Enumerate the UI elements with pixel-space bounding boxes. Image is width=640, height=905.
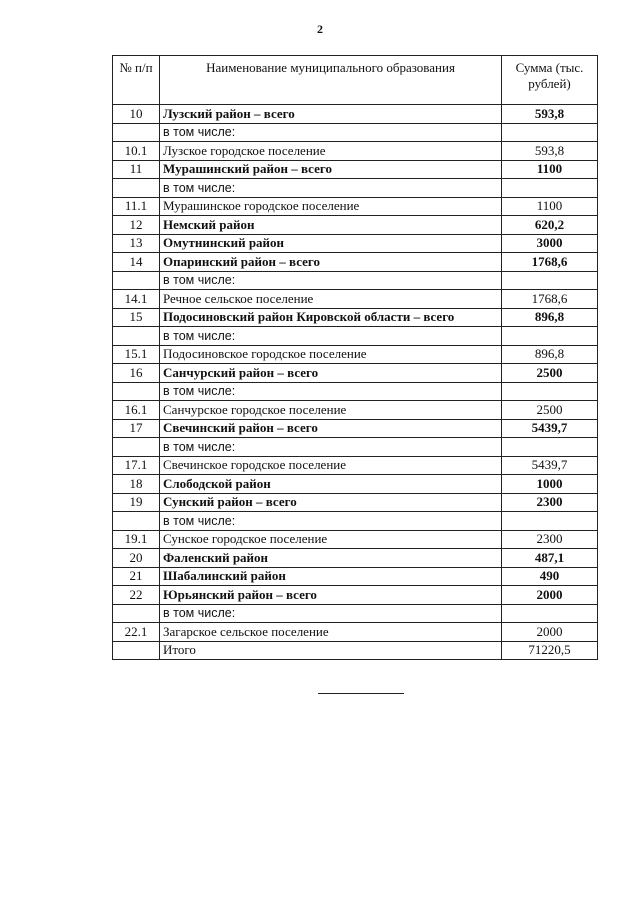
row-number: 15 [113, 308, 160, 327]
row-sum: 593,8 [502, 105, 598, 124]
row-sum: 896,8 [502, 345, 598, 364]
page-number: 2 [317, 22, 323, 36]
row-number: 15.1 [113, 345, 160, 364]
row-sum: 2500 [502, 401, 598, 420]
row-name: Свечинское городское поселение [160, 456, 502, 475]
table-row [113, 105, 598, 124]
row-number: 14.1 [113, 290, 160, 309]
table-row [113, 364, 598, 383]
table-row [113, 327, 598, 346]
row-number [113, 179, 160, 198]
table-row [113, 438, 598, 457]
row-sum: 1100 [502, 197, 598, 216]
row-sum: 1000 [502, 475, 598, 494]
row-name: Речное сельское поселение [160, 290, 502, 309]
row-sum: 490 [502, 567, 598, 586]
row-name: в том числе: [160, 179, 502, 198]
row-sum: 5439,7 [502, 419, 598, 438]
row-sum [502, 382, 598, 401]
row-number: 11.1 [113, 197, 160, 216]
row-number: 12 [113, 216, 160, 235]
row-name: в том числе: [160, 271, 502, 290]
row-name: Санчурский район – всего [160, 364, 502, 383]
row-number [113, 438, 160, 457]
table-header [113, 56, 598, 105]
row-name: Шабалинский район [160, 567, 502, 586]
table-row [113, 567, 598, 586]
row-sum [502, 179, 598, 198]
header-sum: Сумма (тыс. рублей) [502, 56, 598, 105]
table-row [113, 641, 598, 660]
row-sum: 2300 [502, 493, 598, 512]
row-sum: 593,8 [502, 142, 598, 161]
row-number: 18 [113, 475, 160, 494]
row-number [113, 382, 160, 401]
table-body [113, 105, 598, 660]
row-sum: 2000 [502, 586, 598, 605]
row-sum: 5439,7 [502, 456, 598, 475]
table-row [113, 419, 598, 438]
row-name: Подосиновское городское поселение [160, 345, 502, 364]
table-row [113, 179, 598, 198]
row-name: в том числе: [160, 327, 502, 346]
table-row [113, 253, 598, 272]
row-sum: 1100 [502, 160, 598, 179]
row-name: в том числе: [160, 123, 502, 142]
row-number: 17 [113, 419, 160, 438]
row-name: в том числе: [160, 382, 502, 401]
row-number [113, 271, 160, 290]
table-row [113, 308, 598, 327]
row-number: 11 [113, 160, 160, 179]
row-name: в том числе: [160, 604, 502, 623]
row-name: Сунское городское поселение [160, 530, 502, 549]
table-row [113, 512, 598, 531]
row-name: Фаленский район [160, 549, 502, 568]
row-number: 16 [113, 364, 160, 383]
row-sum: 2500 [502, 364, 598, 383]
row-number [113, 641, 160, 660]
header-row [113, 56, 598, 105]
row-number [113, 604, 160, 623]
row-name: Загарское сельское поселение [160, 623, 502, 642]
row-name: Опаринский район – всего [160, 253, 502, 272]
row-name: Мурашинское городское поселение [160, 197, 502, 216]
table-row [113, 123, 598, 142]
footer-divider [318, 693, 404, 694]
table-row [113, 290, 598, 309]
row-number: 17.1 [113, 456, 160, 475]
row-sum [502, 512, 598, 531]
row-number: 20 [113, 549, 160, 568]
row-number: 10.1 [113, 142, 160, 161]
row-name: Итого [160, 641, 502, 660]
row-sum: 3000 [502, 234, 598, 253]
row-number: 19.1 [113, 530, 160, 549]
row-name: Подосиновский район Кировской области – всего [160, 308, 502, 327]
row-sum: 896,8 [502, 308, 598, 327]
table-row [113, 586, 598, 605]
table-row [113, 604, 598, 623]
row-name: Санчурское городское поселение [160, 401, 502, 420]
row-number [113, 512, 160, 531]
row-sum [502, 271, 598, 290]
row-name: Слободской район [160, 475, 502, 494]
row-number: 16.1 [113, 401, 160, 420]
row-number: 19 [113, 493, 160, 512]
row-name: Юрьянский район – всего [160, 586, 502, 605]
row-sum: 487,1 [502, 549, 598, 568]
row-number [113, 123, 160, 142]
allocation-table [112, 55, 598, 660]
row-number [113, 327, 160, 346]
row-sum: 1768,6 [502, 253, 598, 272]
table-row [113, 234, 598, 253]
row-name: в том числе: [160, 438, 502, 457]
table-row [113, 623, 598, 642]
header-name: Наименование муниципального образования [160, 56, 502, 105]
row-sum: 71220,5 [502, 641, 598, 660]
table-row [113, 160, 598, 179]
table-row [113, 271, 598, 290]
row-sum [502, 604, 598, 623]
row-sum: 620,2 [502, 216, 598, 235]
row-sum [502, 123, 598, 142]
table-row [113, 549, 598, 568]
table-row [113, 475, 598, 494]
table-row [113, 216, 598, 235]
table-row [113, 456, 598, 475]
row-name: Омутнинский район [160, 234, 502, 253]
row-sum [502, 438, 598, 457]
row-number: 22 [113, 586, 160, 605]
row-name: Свечинский район – всего [160, 419, 502, 438]
header-number: № п/п [113, 56, 160, 105]
row-sum: 1768,6 [502, 290, 598, 309]
row-name: Лузский район – всего [160, 105, 502, 124]
table-row [113, 382, 598, 401]
row-number: 14 [113, 253, 160, 272]
row-name: Немский район [160, 216, 502, 235]
table-row [113, 345, 598, 364]
row-name: Мурашинский район – всего [160, 160, 502, 179]
row-number: 13 [113, 234, 160, 253]
table-row [113, 142, 598, 161]
row-name: Лузское городское поселение [160, 142, 502, 161]
row-number: 22.1 [113, 623, 160, 642]
table-row [113, 530, 598, 549]
table-row [113, 197, 598, 216]
row-name: в том числе: [160, 512, 502, 531]
row-name: Сунский район – всего [160, 493, 502, 512]
row-number: 10 [113, 105, 160, 124]
row-sum [502, 327, 598, 346]
row-sum: 2000 [502, 623, 598, 642]
table-row [113, 401, 598, 420]
row-number: 21 [113, 567, 160, 586]
table-row [113, 493, 598, 512]
row-sum: 2300 [502, 530, 598, 549]
